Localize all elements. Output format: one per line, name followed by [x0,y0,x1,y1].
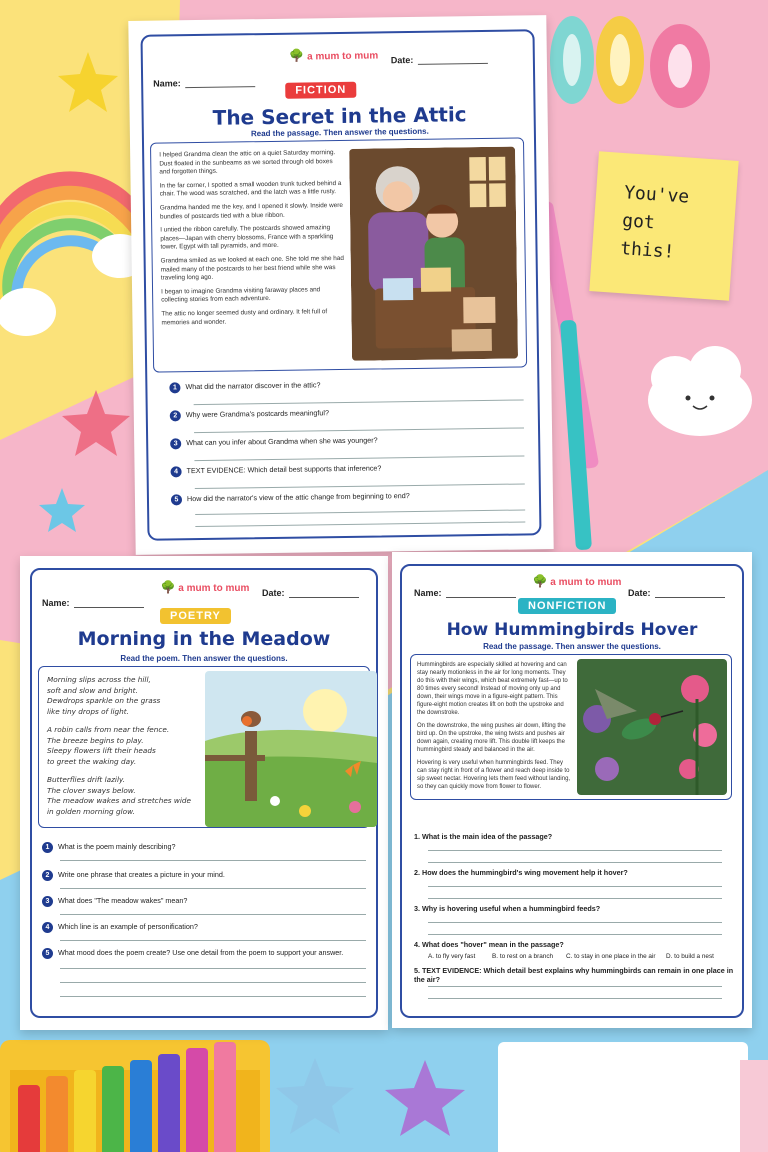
answer-line[interactable] [60,968,366,969]
tree-icon: 🌳 [289,48,305,63]
question-number: 5 [171,494,182,505]
answer-line[interactable] [428,862,722,863]
poem-line: The breeze begins to play. [47,735,144,745]
question-text: What does "hover" mean in the passage? [422,940,564,949]
poem-line: The meadow wakes and stretches wide [47,796,192,805]
poetry-worksheet [20,556,388,1030]
question-number: 1 [42,842,53,853]
tree-icon: 🌳 [532,574,548,588]
poem-line: A robin calls from near the fence. [47,725,170,734]
poem-line: Dewdrops sparkle on the grass [47,696,161,705]
question-number: 2 [42,870,53,881]
choice-d[interactable]: D. to build a nest [666,953,714,960]
answer-line[interactable] [428,898,722,899]
answer-line[interactable] [428,850,722,851]
nonfiction-title: How Hummingbirds Hover [446,620,698,640]
question-number: 2. [414,868,420,877]
answer-line[interactable] [428,934,722,935]
choice-a[interactable]: A. to fly very fast [428,953,476,960]
answer-line[interactable] [428,986,722,987]
question-number: 1. [414,832,420,841]
name-label: Name: [42,598,70,608]
question-number: 5. [414,966,420,975]
sticky-note-text: You've got this! [619,182,690,263]
answer-line[interactable] [60,996,366,997]
washi-tape-icons [550,16,710,108]
fiction-name-field[interactable] [153,77,255,88]
question-3 [42,896,187,907]
paragraph: On the downstroke, the wing pushes air down, lifting the bird up. On the upstroke, the wing twists and pushes air down again, creating more lift. This double lift keeps the hummingbird steady and balanced in the air. [417,723,566,753]
question-1 [169,380,320,393]
light-blue-star-icon [276,1058,354,1134]
nonfiction-worksheet [392,552,752,1028]
pink-star-icon [62,390,130,456]
fiction-worksheet [128,15,553,555]
fiction-passage-text [159,149,346,333]
question-text: Why is hovering useful when a hummingbird feeds? [422,904,601,913]
fiction-tag: FICTION [285,82,356,99]
poetry-logo [150,580,260,594]
question-number: 4 [171,466,182,477]
poetry-passage-box [38,666,370,828]
stanza [47,775,197,817]
question-number: 3. [414,904,420,913]
question-text: How did the narrator's view of the attic change from beginning to end? [186,491,410,504]
question-text: TEXT EVIDENCE: Which detail best explains why hummingbirds can remain in one place in the air? [414,966,734,984]
hummingbird-picture [577,659,727,795]
paragraph: The attic no longer seemed dusty and ordinary. It felt full of memories and wonder. [161,308,328,327]
question-text: What is the poem mainly describing? [58,842,176,851]
answer-line[interactable] [60,940,366,941]
question-1 [414,832,552,841]
question-2 [42,870,225,881]
poem-line: Sleepy flowers lift their heads [47,746,156,755]
poem-line: to greet the waking day. [47,756,137,766]
attic-illustration [349,147,518,361]
tree-icon: 🌳 [160,580,176,594]
answer-line[interactable] [428,998,722,999]
nonfiction-tag: NONFICTION [518,598,616,614]
answer-line[interactable] [60,888,366,889]
meadow-picture [205,671,377,827]
question-4 [42,922,198,933]
name-label: Name: [153,78,181,89]
poetry-date-field[interactable] [262,588,359,598]
paragraph: Hovering is very useful when hummingbirds feed. They can stay right in front of a flower and reach deep inside to sip sweet nectar. Hovering lets them feed without landing, so they can quickly move from flower to flower. [417,760,571,790]
question-2 [414,868,628,877]
answer-line[interactable] [60,860,366,861]
nonfiction-date-field[interactable] [628,588,725,598]
name-label: Name: [414,588,442,598]
choice-b[interactable]: B. to rest on a branch [492,953,554,960]
question-text: What did the narrator discover in the attic? [185,380,321,392]
question-number: 2 [170,410,181,421]
answer-line[interactable] [428,886,722,887]
question-3 [414,904,600,913]
cloud-eraser-icon [648,346,752,436]
yellow-star-icon [58,52,118,112]
paragraph: I untied the ribbon carefully. The postcards showed amazing places—Japan with cherry blossoms, France with a sparkling tower, Egypt with tall pyramids, and more. [160,224,334,251]
blue-star-icon [39,488,85,532]
notebook-icon [498,1042,768,1152]
question-1 [42,842,175,853]
question-text: What does "The meadow wakes" mean? [58,896,188,905]
logo-text: a mum to mum [550,577,622,588]
question-number: 3 [42,896,53,907]
poem-line: like tiny drops of light. [47,706,129,716]
meadow-illustration [205,671,377,827]
fiction-title: The Secret in the Attic [212,102,467,130]
fiction-date-field[interactable] [391,54,488,65]
paragraph: I began to imagine Grandma visiting faraway places and collecting stories from each adventure. [161,286,321,304]
question-5 [42,948,343,959]
question-number: 3 [170,438,181,449]
nonfiction-instructions: Read the passage. Then answer the questions. [483,642,661,651]
poem-line: Butterflies drift lazily. [47,775,126,784]
poem-line: The clover sways below. [47,785,136,795]
date-label: Date: [262,588,285,598]
poetry-tag: POETRY [160,608,231,624]
logo-text: a mum to mum [307,50,379,63]
question-4 [414,940,564,949]
question-number: 4 [42,922,53,933]
nonfiction-passage-box [410,654,732,800]
question-5 [414,966,734,984]
date-label: Date: [628,588,651,598]
question-2 [170,408,329,421]
nonfiction-logo [522,574,632,588]
stanza [47,675,197,717]
nonfiction-name-field[interactable] [414,588,516,598]
sticky-note [589,151,738,300]
question-text: Write one phrase that creates a picture in your mind. [58,870,225,879]
question-text: What mood does the poem create? Use one detail from the poem to support your answer. [58,948,344,957]
question-text: What can you infer about Grandma when she was younger? [186,435,378,448]
question-text: What is the main idea of the passage? [422,832,553,841]
paragraph: I helped Grandma clean the attic on a quiet Saturday morning. Dust floated in the sunbeams as we sorted through old boxes and forgotten things. [159,149,336,176]
question-number: 4. [414,940,420,949]
grandma-and-child-picture [349,147,518,361]
fiction-logo [279,47,389,63]
logo-text: a mum to mum [178,583,250,594]
question-text: TEXT EVIDENCE: Which detail best supports that inference? [186,463,382,476]
poetry-instructions: Read the poem. Then answer the questions. [120,654,288,663]
nonfiction-passage-text [417,661,573,796]
poetry-name-field[interactable] [42,598,144,608]
date-label: Date: [390,54,414,66]
poem-text [47,675,197,825]
stanza [47,725,197,767]
paragraph: Hummingbirds are especially skilled at hovering and can stay nearly motionless in the air for long moments. They do this with their wings, which beat extremely fast—up to 80 times every second! Instead of moving only up and down, their wings move in a figure-eight pattern. This figure-eight motion creates lift on both the upstroke and the downstroke. [417,662,568,716]
poem-line: in golden morning glow. [47,806,135,816]
question-text: Which line is an example of personification? [58,922,198,931]
purple-star-icon [385,1060,465,1136]
poem-line: Morning slips across the hill, [47,675,151,684]
choice-c[interactable]: C. to stay in one place in the air [566,953,656,960]
paragraph: In the far corner, I spotted a small wooden trunk tucked behind a chair. The wood was scratched, and the latch was a little rusty. [159,179,342,198]
question-number: 1 [169,382,180,393]
question-text: How does the hummingbird's wing movement help it hover? [422,868,628,877]
question-number: 5 [42,948,53,959]
fiction-instructions: Read the passage. Then answer the questions. [250,126,429,139]
hummingbird-illustration [577,659,727,795]
paragraph: Grandma handed me the key, and I opened it slowly. Inside were bundles of postcards tied with a blue ribbon. [159,201,344,221]
question-text: Why were Grandma's postcards meaningful? [185,408,330,420]
answer-line[interactable] [428,922,722,923]
answer-line[interactable] [60,914,366,915]
fiction-passage-box [150,137,527,372]
poetry-title: Morning in the Meadow [77,628,331,650]
paragraph: Grandma smiled as we looked at each one. She told me she had mailed many of the postcards to her best friend while she was traveling long ago. [160,254,344,282]
rainbow-icon [0,179,148,336]
answer-line[interactable] [60,982,366,983]
poem-line: soft and slow and bright. [47,685,138,695]
